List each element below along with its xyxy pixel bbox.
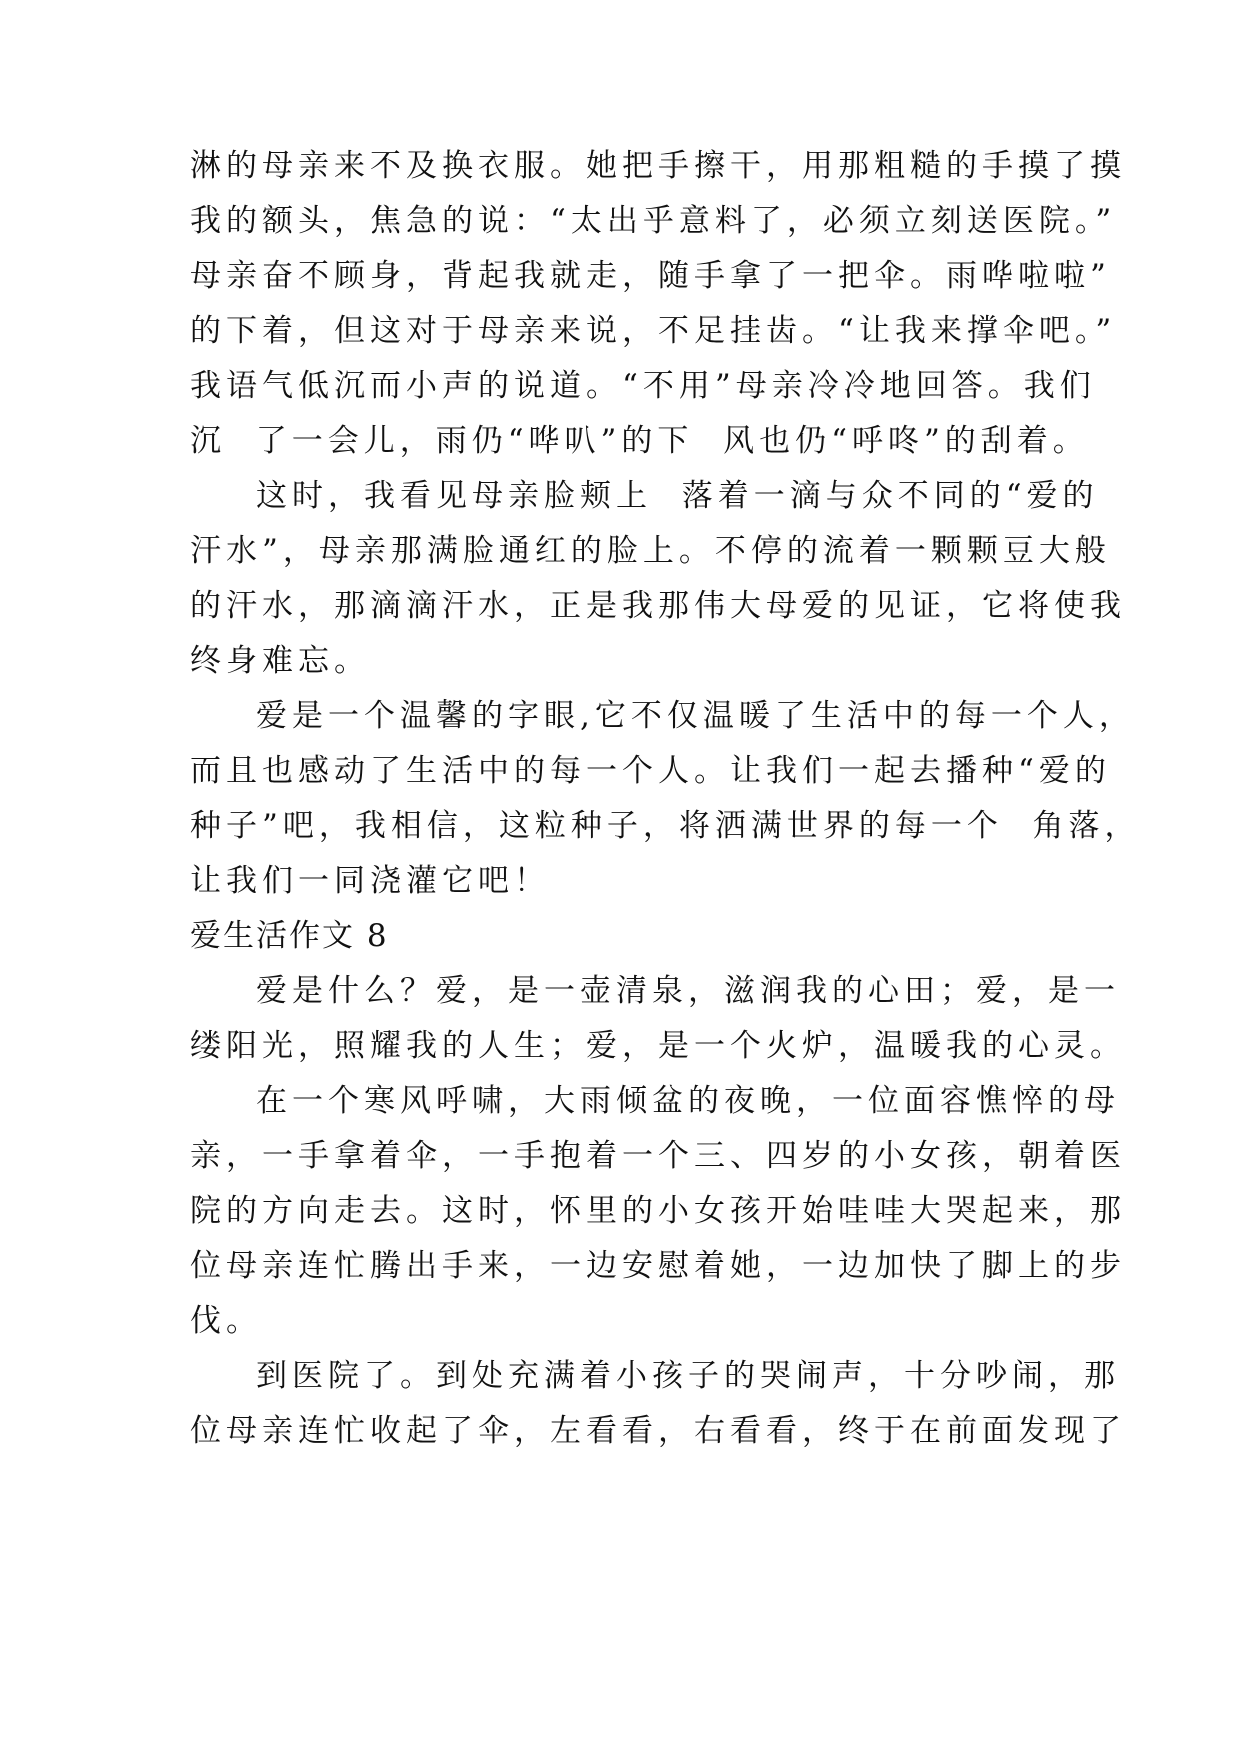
text-line: 院的方向走去。这时，怀里的小女孩开始哇哇大哭起来，那 [190,1193,1126,1229]
text-line: 淋的母亲来不及换衣服。她把手擦干，用那粗糙的手摸了摸 [190,148,1126,184]
text-line: 我的额头，焦急的说：“太出乎意料了，必须立刻送医院。” [190,203,1117,239]
paragraph-first-line: 到医院了。到处充满着小孩子的哭闹声，十分吵闹，那 [256,1358,1120,1394]
text-line: 我语气低沉而小声的说道。“不用”母亲冷冷地回答。我们 [190,368,1096,404]
paragraph-first-line: 爱是什么？爱，是一壶清泉，滋润我的心田；爱，是一 [256,973,1120,1009]
text-line: 位母亲连忙腾出手来，一边安慰着她，一边加快了脚上的步 [190,1248,1126,1284]
text-line: 而且也感动了生活中的每一个人。让我们一起去播种“爱的 [190,753,1111,789]
paragraph-first-line: 爱是一个温馨的字眼,它不仅温暖了生活中的每一个人， [256,698,1135,734]
text-line: 种子”吧，我相信，这粒种子，将洒满世界的每一个 角落， [190,808,1141,844]
text-line: 亲，一手拿着伞，一手抱着一个三、四岁的小女孩，朝着医 [190,1138,1126,1174]
text-line: 的汗水，那滴滴汗水，正是我那伟大母爱的见证，它将使我 [190,588,1126,624]
text-line: 位母亲连忙收起了伞，左看看，右看看，终于在前面发现了 [190,1413,1126,1449]
text-line: 伐。 [190,1303,262,1339]
text-line: 汗水”，母亲那满脸通红的脸上。不停的流着一颗颗豆大般 [190,533,1111,569]
text-line: 母亲奋不顾身，背起我就走，随手拿了一把伞。雨哗啦啦” [190,258,1111,294]
text-line: 让我们一同浇灌它吧！ [190,863,550,899]
paragraph-first-line: 这时，我看见母亲脸颊上 落着一滴与众不同的“爱的 [256,478,1099,514]
section-heading: 爱生活作文 8 [190,918,389,954]
paragraph-first-line: 在一个寒风呼啸，大雨倾盆的夜晚，一位面容憔悴的母 [256,1083,1120,1119]
text-line: 终身难忘。 [190,643,370,679]
text-line: 缕阳光，照耀我的人生；爱，是一个火炉，温暖我的心灵。 [190,1028,1126,1064]
text-line: 的下着，但这对于母亲来说，不足挂齿。“让我来撑伞吧。” [190,313,1117,349]
text-line: 沉 了一会儿，雨仍“哗叭”的下 风也仍“呼咚”的刮着。 [190,423,1089,459]
